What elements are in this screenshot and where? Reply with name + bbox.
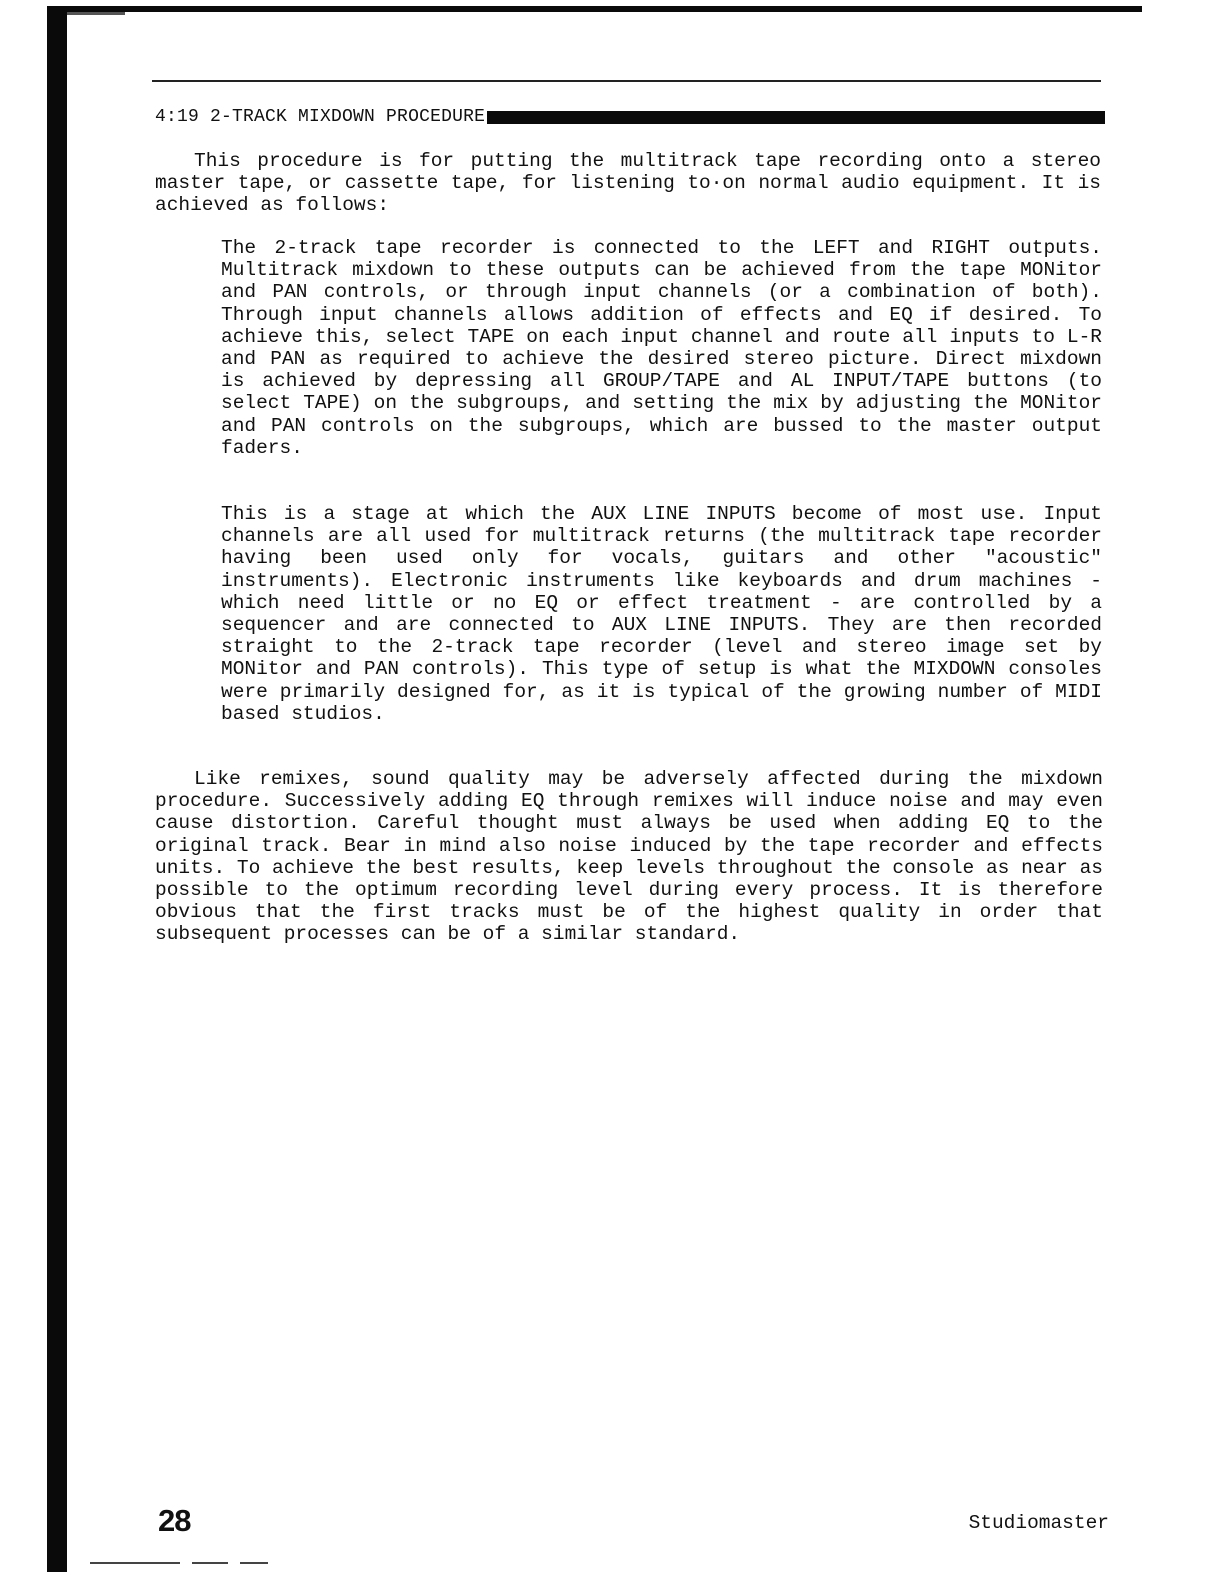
binding-edge-shadow [65,12,125,15]
footer-dash [240,1562,268,1564]
section-heading [155,106,1105,128]
section-number: 4:19 [155,107,200,127]
footer-brand: Studiomaster [968,1512,1109,1534]
section-title [155,107,485,127]
binding-edge-top [47,6,1142,12]
binding-edge-left [47,12,67,1572]
footer-dash [90,1562,180,1564]
footer-dash [192,1562,228,1564]
page-number: 28 [158,1503,191,1538]
header-rule [152,80,1101,82]
step-paragraph-2: This is a stage at which the AUX LINE INPUTS become of most use. Input channels are all used for multitrack returns (the multitrack tape recorder having been used only for vocals, guitars and other "acoustic" instruments). Electronic instruments like keyboards and drum machines - which need little or no EQ or effect treatment - are controlled by a sequencer and are connected to AUX LINE INPUTS. They are then recorded straight to the 2-track tape recorder (level and stereo image set by MONitor and PAN controls). This type of setup is what the MIXDOWN consoles were primarily designed for, as it is typical of the growing number of MIDI based studios. [221,503,1102,725]
section-title-bar [487,111,1105,124]
intro-paragraph: This procedure is for putting the multitrack tape recording onto a stereo master tape, or cassette tape, for listening to·on normal audio equipment. It is achieved as follows: [155,150,1101,217]
note-paragraph: Like remixes, sound quality may be adversely affected during the mixdown procedure. Successively adding EQ through remixes will induce noise and may even cause distortion. Careful thought must always be used when adding EQ to the original track. Bear in mind also noise induced by the tape recorder and effects units. To achieve the best results, keep levels throughout the console as near as possible to the optimum recording level during every process. It is therefore obvious that the first tracks must be of the highest quality in order that subsequent processes can be of a similar standard. [155,768,1103,946]
section-title-text: 2-TRACK MIXDOWN PROCEDURE [210,107,486,127]
step-paragraph-1: The 2-track tape recorder is connected to the LEFT and RIGHT outputs. Multitrack mixdown to these outputs can be achieved from the tape MONitor and PAN controls, or through input channels (or a combination of both). Through input channels allows addition of effects and EQ if desired. To achieve this, select TAPE on each input channel and route all inputs to L-R and PAN as required to achieve the desired stereo picture. Direct mixdown is achieved by depressing all GROUP/TAPE and AL INPUT/TAPE buttons (to select TAPE) on the subgroups, and setting the mix by adjusting the MONitor and PAN controls on the subgroups, which are bussed to the master output faders. [221,237,1102,459]
